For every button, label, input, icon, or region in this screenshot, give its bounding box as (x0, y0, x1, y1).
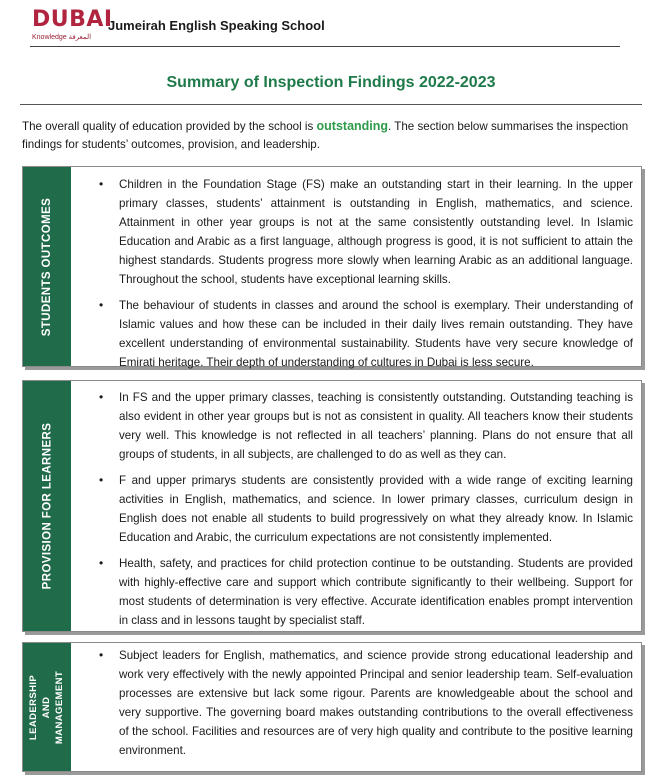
intro-text-before: The overall quality of education provided by the school is (22, 120, 317, 133)
bullet-point: • Children in the Foundation Stage (FS) make an outstanding start in their learning. In the upper primary classes, students’ attainment is outstanding in English, mathematics, and science. Attainment in other year groups is not at the same consistently outstanding level. In Islamic Education and Arabic as a first language, although progress is good, it is not sufficient to attain the highest standards. Students progress more slowly when learning Arabic as an additional language. Throughout the school, students have exceptional learning skills. (83, 175, 633, 289)
bullet-point: • F and upper primarys students are consistently provided with a wide range of exciting learning activities in English, mathematics, and science. In lower primary classes, curriculum design in English does not enable all students to build progressively on what they already know. In Islamic Education and Arabic, the curriculum expectations are not consistently implemented. (83, 471, 633, 547)
section-body (83, 646, 633, 760)
page-title: Summary of Inspection Findings 2022-2023 (166, 74, 496, 91)
bullet-point: • The behaviour of students in classes and around the school is exemplary. Their understanding of Islamic values and how these can be included in their daily lives remain outstanding. They have excellent understanding of environmental sustainability. Students have very secure knowledge of Emirati heritage. Their depth of understanding of cultures in Dubai is less secure. (83, 296, 633, 372)
section-label-panel (23, 643, 71, 771)
page-header (30, 8, 630, 48)
title-divider (20, 104, 642, 105)
logo-wordmark: DUBAI (32, 7, 113, 32)
bullet-point: • Subject leaders for English, mathematics, and science provide strong educational leadership and work very effectively with the newly appointed Principal and senior leadership team. Self-evaluation processes are extensive but lack some rigour. Parents are knowledgeable about the school and very supportive. The governing board makes outstanding contributions to the overall effectiveness of the school. Facilities and resources are of very high quality and contribute to the positive learning environment. (83, 646, 633, 760)
header-divider (30, 46, 620, 47)
intro-paragraph (22, 117, 640, 154)
bullet-point: • In FS and the upper primary classes, teaching is consistently outstanding. Outstanding teaching is also evident in other year groups but is not as consistent in quality. All teachers know their students very well. This knowledge is not reflected in all teachers’ planning. Plans do not ensure that all groups of students, in all subjects, are challenged to do as well as they can. (83, 388, 633, 464)
dubai-knowledge-logo (30, 7, 113, 48)
section-students-outcomes (22, 166, 642, 367)
overall-rating: outstanding (316, 119, 389, 133)
section-body (83, 175, 633, 372)
logo-subtext: Knowledge المعرفة (32, 34, 92, 41)
section-leadership-and-management (22, 642, 642, 772)
section-provision-for-learners (22, 380, 642, 632)
section-label: PROVISION FOR LEARNERS (41, 422, 53, 590)
bullet-point: • Health, safety, and practices for child protection continue to be outstanding. Students are provided with highly-effective care and support which contribute significantly to their wellbeing. Support for most students of determination is very effective. Accurate identification enables prompt intervention in class and in lessons taught by specialist staff. (83, 554, 633, 630)
section-label: LEADERSHIP AND MANAGEMENT (28, 670, 66, 744)
section-body (83, 388, 633, 630)
section-label-panel (23, 167, 71, 366)
section-label: STUDENTS OUTCOMES (41, 197, 54, 336)
intro-text-after: . The section below summarises the inspection findings for students’ outcomes, provision, and leadership. (22, 120, 629, 151)
school-name: Jumeirah English Speaking School (108, 18, 325, 33)
section-label-panel (23, 381, 71, 631)
